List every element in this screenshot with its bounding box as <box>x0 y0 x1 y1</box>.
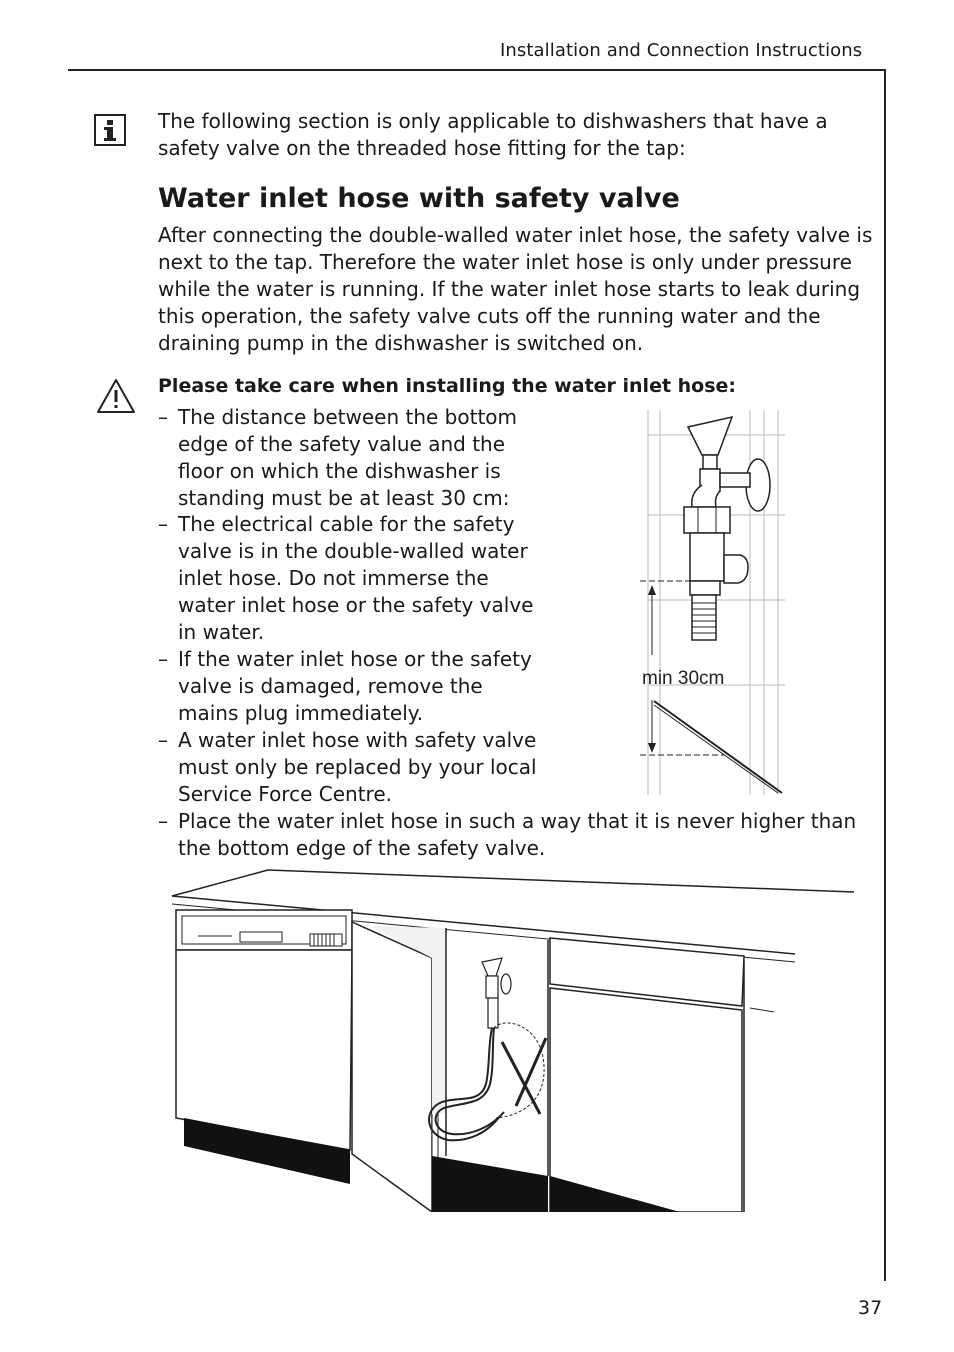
bullet-line: Place the water inlet hose in such a way that it is never higher than <box>178 809 857 833</box>
page-number: 37 <box>858 1297 883 1319</box>
margin-rule <box>884 69 886 1281</box>
bullet-line: water inlet hose or the safety valve <box>178 593 534 617</box>
bullet-line: must only be replaced by your local <box>178 755 537 779</box>
warning-icon <box>96 378 136 414</box>
bullet-line: mains plug immediately. <box>178 701 424 725</box>
bullet-item <box>158 511 534 646</box>
min-distance-label: min 30cm <box>642 668 725 689</box>
bullet-item <box>158 727 537 808</box>
bullet-line: valve is damaged, remove the <box>178 674 483 698</box>
body-line: this operation, the safety valve cuts off the running water and the <box>158 304 821 328</box>
bullet-line: inlet hose. Do not immerse the <box>178 566 489 590</box>
bullet-line: A water inlet hose with safety valve <box>178 728 537 752</box>
bullet-line: standing must be at least 30 cm: <box>178 486 510 510</box>
body-line: next to the tap. Therefore the water inlet hose is only under pressure <box>158 250 852 274</box>
bullet-line: Service Force Centre. <box>178 782 392 806</box>
bullet-dash: – <box>158 728 168 752</box>
bullet-line: The electrical cable for the safety <box>178 512 515 536</box>
bullet-line: edge of the safety value and the <box>178 432 506 456</box>
dishwasher-hose-illustration <box>170 866 860 1212</box>
bullet-dash: – <box>158 512 168 536</box>
intro-line-2: safety valve on the threaded hose fitting for the tap: <box>158 136 686 160</box>
body-line: draining pump in the dishwasher is switched on. <box>158 331 644 355</box>
bullet-line: floor on which the dishwasher is <box>178 459 501 483</box>
body-line: while the water is running. If the water inlet hose starts to leak during <box>158 277 861 301</box>
bullet-line: If the water inlet hose or the safety <box>178 647 532 671</box>
body-line: After connecting the double-walled water inlet hose, the safety valve is <box>158 223 873 247</box>
section-title: Water inlet hose with safety valve <box>158 183 680 214</box>
bullet-item <box>158 646 532 727</box>
safety-valve-illustration <box>640 405 790 800</box>
bullet-item <box>158 808 857 862</box>
bullet-dash: – <box>158 809 168 833</box>
bullet-line: the bottom edge of the safety valve. <box>178 836 546 860</box>
bullet-dash: – <box>158 647 168 671</box>
warning-heading: Please take care when installing the water inlet hose: <box>158 375 737 397</box>
bullet-line: valve is in the double-walled water <box>178 539 528 563</box>
info-icon <box>94 114 126 146</box>
header-rule <box>68 69 886 71</box>
bullet-item <box>158 404 518 512</box>
bullet-line: in water. <box>178 620 265 644</box>
running-header: Installation and Connection Instructions <box>500 40 863 61</box>
bullet-dash: – <box>158 405 168 429</box>
bullet-line: The distance between the bottom <box>178 405 518 429</box>
intro-line-1: The following section is only applicable to dishwashers that have a <box>158 109 828 133</box>
